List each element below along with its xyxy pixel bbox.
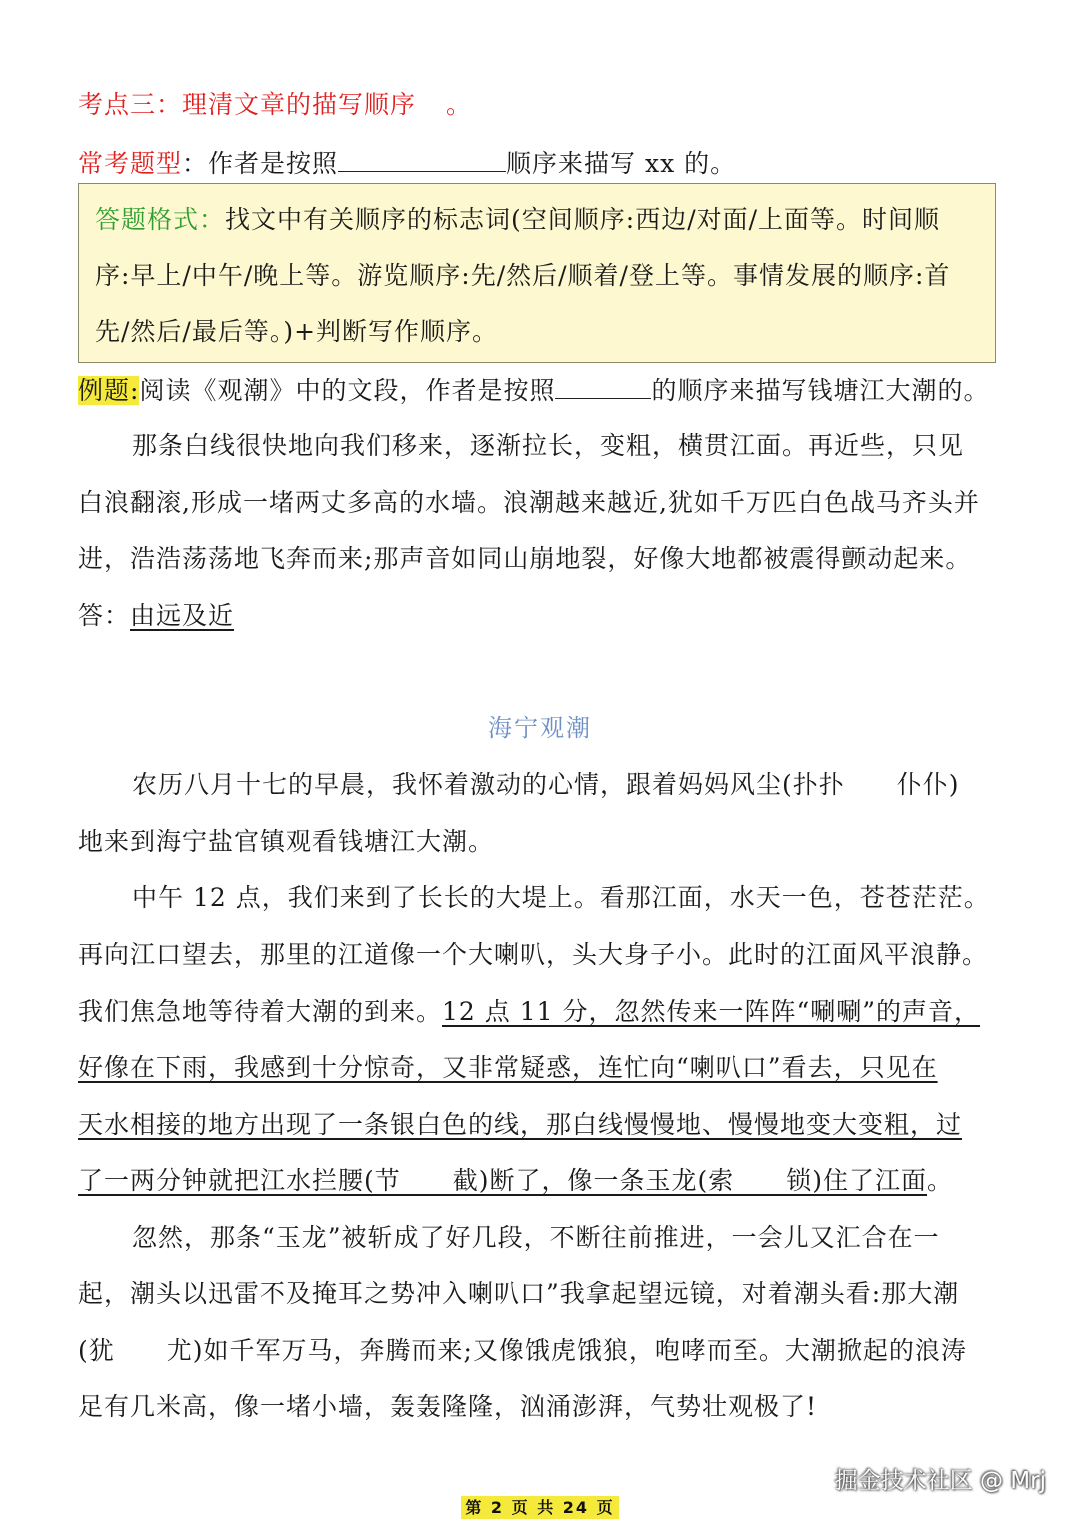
answer-blank [338, 145, 506, 172]
article-p3-line-4: 足有几米高，像一堵小墙，轰轰隆隆，汹涌澎湃，气势壮观极了! [78, 1392, 818, 1421]
section-heading [78, 88, 1008, 122]
answer-format-label: 答题格式： [95, 205, 226, 234]
answer-format-line-3: 先/然后/最后等。)+判断写作顺序。 [95, 317, 499, 346]
article-p3-line-1: 忽然，那条“玉龙”被斩成了好几段，不断往前推进，一会儿又汇合在一 [132, 1223, 940, 1252]
article-p2-line-3-plain: 我们焦急地等待着大潮的到来。 [78, 997, 443, 1026]
watermark: 掘金技术社区 @ Mrj [834, 1468, 1046, 1494]
question-type-label: 常考题型 [78, 149, 183, 178]
example-answer-blank [555, 372, 651, 399]
answer-format-line-1 [95, 203, 940, 237]
example-question-line [78, 372, 1008, 408]
question-type-text-after: 顺序来描写 xx 的。 [506, 149, 737, 178]
question-type-text-before: ：作者是按照 [182, 149, 339, 178]
example-passage-line-1: 那条白线很快地向我们移来，逐渐拉长，变粗，横贯江面。再近些，只见 [132, 431, 965, 460]
example-passage-line-3: 进，浩浩荡荡地飞奔而来;那声音如同山崩地裂，好像大地都被震得颤动起来。 [78, 544, 972, 573]
article-p2-line-3-underlined: 12 点 11 分，忽然传来一阵阵“唰唰”的声音， [442, 997, 981, 1026]
article-p1-line-1: 农历八月十七的早晨，我怀着激动的心情，跟着妈妈风尘(扑扑 仆仆) [132, 770, 960, 799]
article-p2-line-1: 中午 12 点，我们来到了长长的大堤上。看那江面，水天一色，苍苍茫茫。 [132, 883, 990, 912]
example-passage-line-2: 白浪翻滚,形成一堵两丈多高的水墙。浪潮越来越近,犹如千万匹白色战马齐头并 [78, 488, 980, 517]
article-p2-line-5: 天水相接的地方出现了一条银白色的线，那白线慢慢地、慢慢地变大变粗，过 [78, 1110, 963, 1139]
article-p3-line-3: (犹 尤)如千军万马，奔腾而来;又像饿虎饿狼，咆哮而至。大潮掀起的浪涛 [78, 1336, 967, 1365]
section-heading-tail: 。 [446, 90, 473, 119]
article-p3-line-2: 起，潮头以迅雷不及掩耳之势冲入喇叭口”我拿起望远镜，对着潮头看:那大潮 [78, 1279, 960, 1308]
question-type-line [78, 145, 1008, 181]
article-p2-line-4: 好像在下雨，我感到十分惊奇，又非常疑惑，连忙向“喇叭口”看去，只见在 [78, 1053, 938, 1082]
article-p2-line-3 [78, 995, 1008, 1029]
example-answer-label: 答： [78, 601, 131, 630]
page-footer [0, 1495, 1080, 1518]
example-label: 例题: [78, 376, 140, 405]
article-p2-line-6 [78, 1164, 1008, 1198]
section-heading-text: 考点三：理清文章的描写顺序 [78, 90, 417, 119]
answer-format-text-1: 找文中有关顺序的标志词(空间顺序:西边/对面/上面等。时间顺 [225, 205, 941, 234]
answer-format-box [78, 183, 996, 363]
example-question-after: 的顺序来描写钱塘江大潮的。 [651, 376, 990, 405]
example-question-before: 阅读《观潮》中的文段，作者是按照 [139, 376, 556, 405]
example-answer-line [78, 599, 1008, 633]
example-answer-text: 由远及近 [130, 601, 235, 630]
article-p1-line-2: 地来到海宁盐官镇观看钱塘江大潮。 [78, 827, 495, 856]
article-p2-line-6-underlined: 了一两分钟就把江水拦腰(节 截)断了，像一条玉龙(索 锁)住了江面 [78, 1166, 928, 1195]
article-p2-line-2: 再向江口望去，那里的江道像一个大喇叭，头大身子小。此时的江面风平浪静。 [78, 940, 989, 969]
answer-format-line-2: 序:早上/中午/晚上等。游览顺序:先/然后/顺着/登上等。事情发展的顺序:首 [95, 261, 951, 290]
article-p2-line-6-tail: 。 [927, 1166, 954, 1195]
article-title: 海宁观潮 [488, 714, 592, 742]
page-number: 第 2 页 共 24 页 [461, 1496, 618, 1519]
